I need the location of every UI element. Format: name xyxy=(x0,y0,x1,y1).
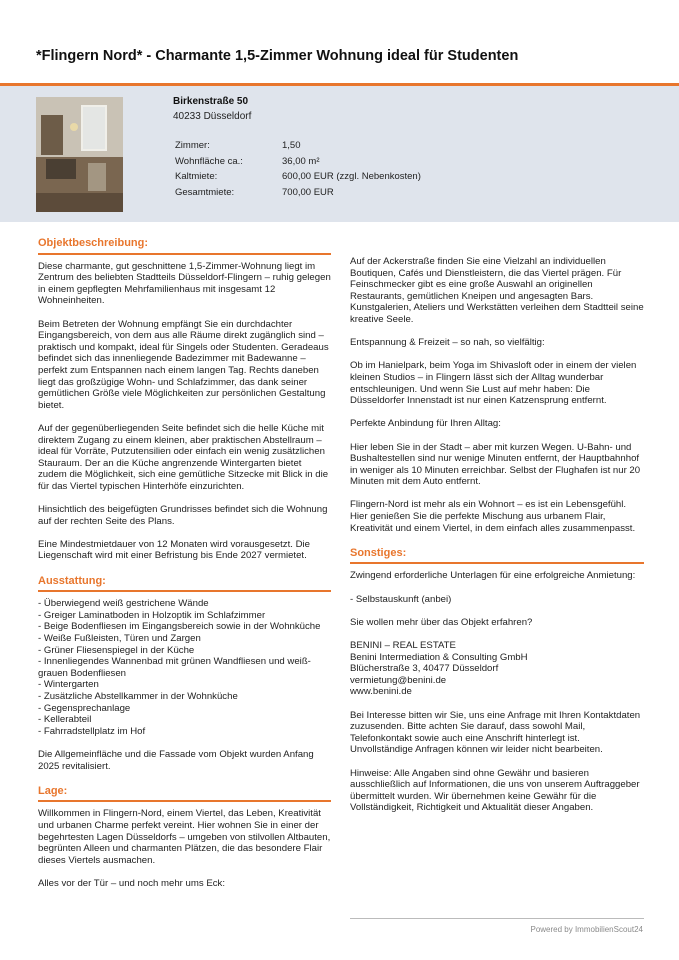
paragraph: Die Allgemeinfläche und die Fassade vom Objekt wurden Anfang 2025 revitalisiert. xyxy=(38,748,314,772)
section-heading-sonstiges: Sonstiges: xyxy=(350,546,644,565)
page-title: *Flingern Nord* - Charmante 1,5-Zimmer Wohnung ideal für Studenten xyxy=(36,48,519,64)
fact-label: Zimmer: xyxy=(175,140,210,151)
left-column xyxy=(38,236,331,901)
paragraph: Auf der Ackerstraße finden Sie eine Vielzahl an individuellen Boutiquen, Cafés und Dienstleistern, die das Viertel prägen. Für Feinschmecker gibt es eine große Auswahl an originellen Restaurants, gemütlichen Kneipen und angesagten Bars. Kunstgalerien, Ateliers und Werkstätten verleihen dem Stadtteil seine kreative Seele. xyxy=(350,256,644,325)
fact-row-gesamtmiete xyxy=(175,187,421,203)
address-city: 40233 Düsseldorf xyxy=(173,111,252,122)
fact-label: Kaltmiete: xyxy=(175,171,218,182)
list-item: - Zusätzliche Abstellkammer in der Wohnküche xyxy=(38,690,238,702)
section-heading-objektbeschreibung: Objektbeschreibung: xyxy=(38,236,331,255)
section-heading-lage: Lage: xyxy=(38,784,331,803)
paragraph: Ob im Hanielpark, beim Yoga im Shivasloft oder in einem der vielen kleinen Studios – in Flingern lässt sich der Alltag wunderbar entschleunigen. Und wenn Sie Lust auf mehr haben: Die Düsseldorfer Innenstadt ist nur einen Katzensprung entfernt. xyxy=(350,360,637,407)
paragraph: Alles vor der Tür – und noch mehr ums Eck: xyxy=(38,877,225,889)
contact-company: BENINI – REAL ESTATE xyxy=(350,640,456,651)
feature-list xyxy=(38,598,331,737)
facts-table xyxy=(175,140,421,202)
contact-email[interactable]: vermietung@benini.de xyxy=(350,674,447,686)
paragraph: Eine Mindestmietdauer von 12 Monaten wird vorausgesetzt. Die Liegenschaft wird mit einer Befristung bis Ende 2027 vermietet. xyxy=(38,538,310,562)
paragraph: Perfekte Anbindung für Ihren Alltag: xyxy=(350,418,501,430)
property-photo xyxy=(36,97,123,212)
list-item: - Beige Bodenfliesen im Eingangsbereich sowie in der Wohnküche xyxy=(38,621,321,633)
footer-divider xyxy=(350,918,644,919)
paragraph: Hier leben Sie in der Stadt – aber mit kurzen Wegen. U-Bahn- und Bushaltestellen sind nur wenige Minuten entfernt, der Hauptbahnhof in weniger als 10 Minuten erreichbar. Selbst der Flughafen ist nur 20 Minuten mit dem Auto entfernt. xyxy=(350,441,641,488)
contact-legal-name: Benini Intermediation & Consulting GmbH xyxy=(350,651,528,663)
fact-label: Wohnfläche ca.: xyxy=(175,155,243,167)
section-heading-ausstattung: Ausstattung: xyxy=(38,574,331,593)
contact-block xyxy=(350,640,644,698)
paragraph: Diese charmante, gut geschnittene 1,5-Zimmer-Wohnung liegt im Zentrum des beliebten Stadtteils Düsseldorf-Flingern – ruhig gelegen in einem gepflegten Mehrfamilienhaus mit insgesamt 12 Wohneinheiten. xyxy=(38,260,331,307)
contact-address: Blücherstraße 3, 40477 Düsseldorf xyxy=(350,663,499,675)
fact-row-kaltmiete xyxy=(175,171,421,187)
paragraph: Sie wollen mehr über das Objekt erfahren? xyxy=(350,616,533,628)
paragraph: Flingern-Nord ist mehr als ein Wohnort – es ist ein Lebensgefühl. Hier genießen Sie die perfekte Mischung aus urbanem Flair, Kreativität und einem Viertel, in dem einfach alles zusammenpasst. xyxy=(350,499,636,534)
list-item: - Greiger Laminatboden in Holzoptik im Schlafzimmer xyxy=(38,609,266,621)
fact-value: 600,00 EUR (zzgl. Nebenkosten) xyxy=(282,171,421,182)
list-item: - Wintergarten xyxy=(38,679,99,691)
paragraph: Willkommen in Flingern-Nord, einem Viertel, das Leben, Kreativität und urbanen Charme perfekt vereint. Hier wohnen Sie in einer der begehrtesten Lagen Düsseldorfs – umgeben von stilvollen Altbauten, begrünten Alleen und charmanten Plätzen, die das besondere Flair dieses Viertels ausmachen. xyxy=(38,808,331,866)
list-item: - Gegensprechanlage xyxy=(38,702,131,714)
fact-value: 700,00 EUR xyxy=(282,186,334,198)
fact-row-wohnflaeche xyxy=(175,156,421,172)
paragraph: Hinsichtlich des beigefügten Grundrisses befindet sich die Wohnung auf der rechten Seite des Plans. xyxy=(38,504,328,527)
list-item: - Grüner Fliesenspiegel in der Küche xyxy=(38,644,195,656)
paragraph: Hinweise: Alle Angaben sind ohne Gewähr und basieren ausschließlich auf Informationen, die uns von unserem Auftraggeber übermittelt wurden. Wir übernehmen keine Gewähr für die Vollständigkeit, Richtigkeit und Aktualität dieser Angaben. xyxy=(350,767,640,814)
list-item: - Innenliegendes Wannenbad mit grünen Wandfliesen und weiß-grauen Bodenfliesen xyxy=(38,656,311,679)
address-street: Birkenstraße 50 xyxy=(173,96,249,107)
paragraph: Beim Betreten der Wohnung empfängt Sie ein durchdachter Eingangsbereich, von dem aus alle Räume direkt zugänglich sind – praktisch und kompakt, ideal für Singels oder Studenten. Geradeaus befindet sich das innenliegende Badezimmer mit Badewanne – perfekt zum Entspannen nach einem langen Tag. Rechts daneben liegt das großzügige Wohn- und Schlafzimmer, das dank seiner gemütlichen Größe viele Möglichkeiten zur persönlichen Gestaltung bietet. xyxy=(38,318,329,411)
list-item: - Kellerabteil xyxy=(38,714,92,726)
paragraph: Bei Interesse bitten wir Sie, uns eine Anfrage mit Ihren Kontaktdaten zuzusenden. Bitte achten Sie darauf, dass sowohl Mail, Telefonkontakt sowie auch eine Anschrift hinterlegt ist. Unvollständige Anfragen können wir leider nicht bearbeiten. xyxy=(350,709,641,756)
paragraph: Zwingend erforderliche Unterlagen für eine erfolgreiche Anmietung: xyxy=(350,570,636,582)
list-item: - Fahrradstellplatz im Hof xyxy=(38,725,146,737)
paragraph: Auf der gegenüberliegenden Seite befindet sich die helle Küche mit direktem Zugang zu einem kleinen, aber praktischen Abstellraum – ideal für Vorräte, Putzutensilien oder einfach ein wenig zusätzlichen Stauraum. Der an die Küche angrenzende Wintergarten bietet zudem die Möglichkeit, sich eine gemütliche Sitzecke mit Blick in die für das Viertel typischen Hinterhöfe einzurichten. xyxy=(38,422,329,492)
contact-website[interactable]: www.benini.de xyxy=(350,686,412,698)
footer-powered-by: Powered by ImmobilienScout24 xyxy=(530,925,643,934)
list-item: - Überwiegend weiß gestrichene Wände xyxy=(38,598,209,610)
right-column xyxy=(350,256,644,826)
fact-value: 36,00 m² xyxy=(282,155,320,167)
paragraph: Entspannung & Freizeit – so nah, so vielfältig: xyxy=(350,337,545,349)
room-photo-icon xyxy=(36,97,123,212)
list-item: - Weiße Fußleisten, Türen und Zargen xyxy=(38,633,201,644)
fact-value: 1,50 xyxy=(282,140,301,151)
fact-row-zimmer xyxy=(175,140,421,156)
paragraph: - Selbstauskunft (anbei) xyxy=(350,593,452,605)
fact-label: Gesamtmiete: xyxy=(175,186,235,198)
